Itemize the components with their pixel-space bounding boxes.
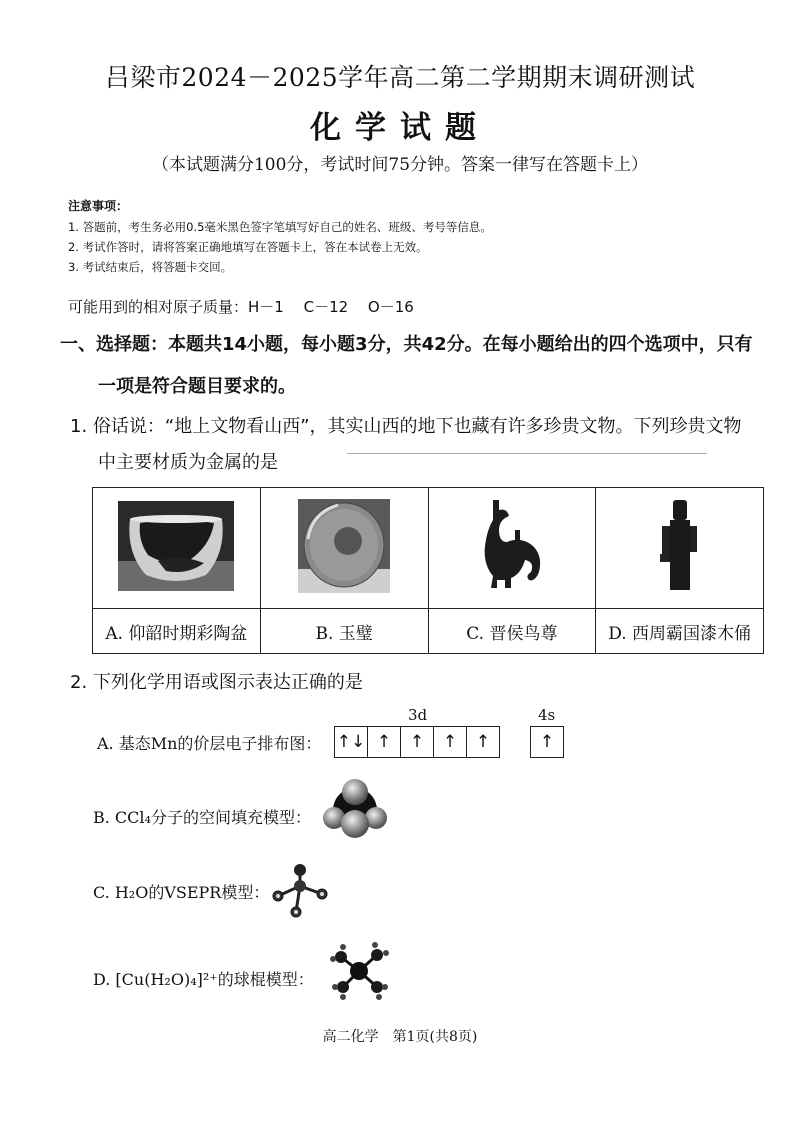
exam-title: 吕梁市2024－2025学年高二第二学期期末调研测试 [104, 63, 696, 92]
atomic-masses: 可能用到的相对原子质量：H－1 C－12 O－16 [68, 298, 414, 316]
subject-title: 化学试题 [310, 110, 490, 146]
orbital-box-3d: ↑ [367, 726, 401, 758]
notice-item: 1. 答题前，考生务必用0.5毫米黑色签字笔填写好自己的姓名、班级、考号等信息。 [68, 220, 492, 234]
artifact-image-cell [93, 488, 261, 609]
option-d-label: D. 西周霸国漆木俑 [596, 609, 764, 654]
section-heading-cont: 一项是符合题目要求的。 [98, 376, 296, 397]
answer-blank [347, 453, 707, 454]
artifact-table [92, 487, 764, 654]
ccl4-space-filling-model [322, 778, 388, 840]
pottery-basin-image [118, 501, 234, 591]
bird-zun-image [477, 496, 547, 596]
page-footer: 高二化学 第1页(共8页) [322, 1029, 478, 1045]
cu-h2o4-ball-stick-model [325, 937, 393, 1003]
question-1-stem-cont: 中主要材质为金属的是 [98, 452, 278, 473]
question-2-option-d: D. [Cu(H₂O)₄]²⁺的球棍模型： [93, 970, 314, 989]
notice-item: 2. 考试作答时，请将答案正确地填写在答题卡上，答在本试卷上无效。 [68, 240, 428, 254]
option-b-label: B. 玉璧 [260, 609, 428, 654]
artifact-image-cell [260, 488, 428, 609]
exam-subtitle: （本试题满分100分，考试时间75分钟。答案一律写在答题卡上） [151, 155, 649, 175]
orbital-box-4s: ↑ [530, 726, 564, 758]
orbital-box-3d: ↑ [400, 726, 434, 758]
notice-item: 3. 考试结束后，将答题卡交回。 [68, 260, 233, 274]
orbital-box-3d: ↑↓ [334, 726, 368, 758]
question-2-option-b: B. CCl₄分子的空间填充模型： [93, 808, 311, 827]
question-2-option-a: A. 基态Mn的价层电子排布图： [97, 734, 322, 753]
artifact-image-cell [596, 488, 764, 609]
artifact-image-cell [428, 488, 596, 609]
question-2-stem: 2. 下列化学用语或图示表达正确的是 [70, 672, 363, 693]
orbital-3d-label: 3d [408, 706, 428, 724]
orbital-box-3d: ↑ [466, 726, 500, 758]
wooden-figurine-image [660, 500, 700, 592]
orbital-box-3d: ↑ [433, 726, 467, 758]
jade-disc-image [298, 499, 390, 593]
orbital-4s-label: 4s [538, 706, 556, 724]
option-c-label: C. 晋侯鸟尊 [428, 609, 596, 654]
question-1-stem: 1. 俗话说：“地上文物看山西”，其实山西的地下也藏有许多珍贵文物。下列珍贵文物 [70, 416, 742, 437]
option-a-label: A. 仰韶时期彩陶盆 [93, 609, 261, 654]
question-2-option-c: C. H₂O的VSEPR模型： [93, 883, 270, 902]
h2o-vsepr-model [270, 862, 330, 920]
section-heading: 一、选择题：本题共14小题，每小题3分，共42分。在每小题给出的四个选项中，只有 [60, 334, 753, 355]
notice-heading: 注意事项： [68, 199, 129, 213]
